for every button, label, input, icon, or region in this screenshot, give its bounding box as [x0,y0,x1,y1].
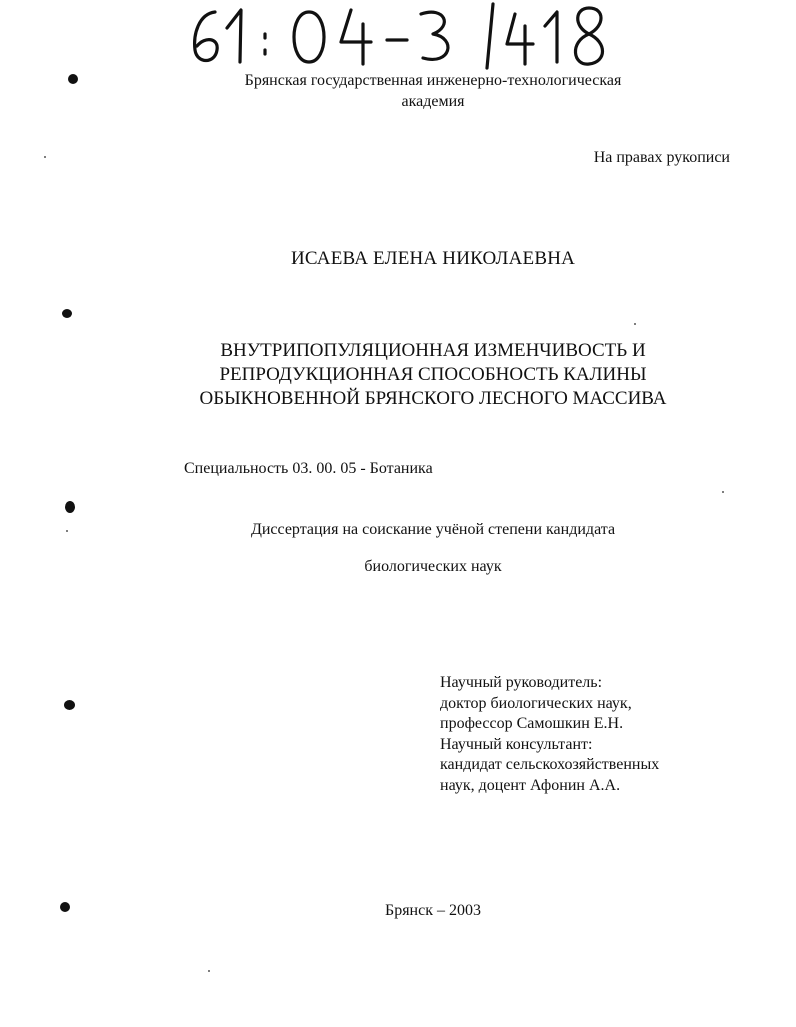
supervisor-line-1: Научный руководитель: [440,674,603,691]
supervisor-line-3: профессор Самошкин Е.Н. [440,715,624,732]
scan-speck [44,156,46,158]
scan-speck [634,323,636,325]
handwritten-catalog-number [185,0,665,72]
dissertation-title [120,339,746,411]
rights-notice: На правах рукописи [593,149,730,166]
scan-speck [66,530,68,532]
title-line-3: ОБЫКНОВЕННОЙ БРЯНСКОГО ЛЕСНОГО МАССИВА [199,388,667,409]
punch-hole-mark [65,501,75,513]
title-line-2: РЕПРОДУКЦИОННАЯ СПОСОБНОСТЬ КАЛИНЫ [219,364,647,385]
punch-hole-mark [60,902,70,912]
title-line-1: ВНУТРИПОПУЛЯЦИОННАЯ ИЗМЕНЧИВОСТЬ И [220,340,646,361]
supervisor-line-2: доктор биологических наук, [440,694,632,712]
supervisor-line-5: кандидат сельскохозяйственных [440,756,660,773]
specialty: Специальность 03. 00. 05 - Ботаника [184,460,433,477]
degree-line-2: биологических наук [364,558,502,575]
institution-line-2: академия [401,93,465,110]
scan-speck [722,491,724,493]
punch-hole-mark [64,700,75,710]
institution-line-1: Брянская государственная инженерно-технологическая [244,72,622,89]
author-name: ИСАЕВА ЕЛЕНА НИКОЛАЕВНА [290,248,576,269]
institution-name [150,70,716,112]
supervisor-line-4: Научный консультант: [440,735,593,753]
degree-line-1: Диссертация на соискание учёной степени кандидата [250,521,616,538]
punch-hole-mark [68,74,78,84]
city-year: Брянск – 2003 [385,902,481,919]
supervisor-line-6: наук, доцент Афонин А.А. [440,776,621,794]
scan-speck [208,970,210,972]
punch-hole-mark [62,309,72,318]
supervisors-block [440,673,659,796]
